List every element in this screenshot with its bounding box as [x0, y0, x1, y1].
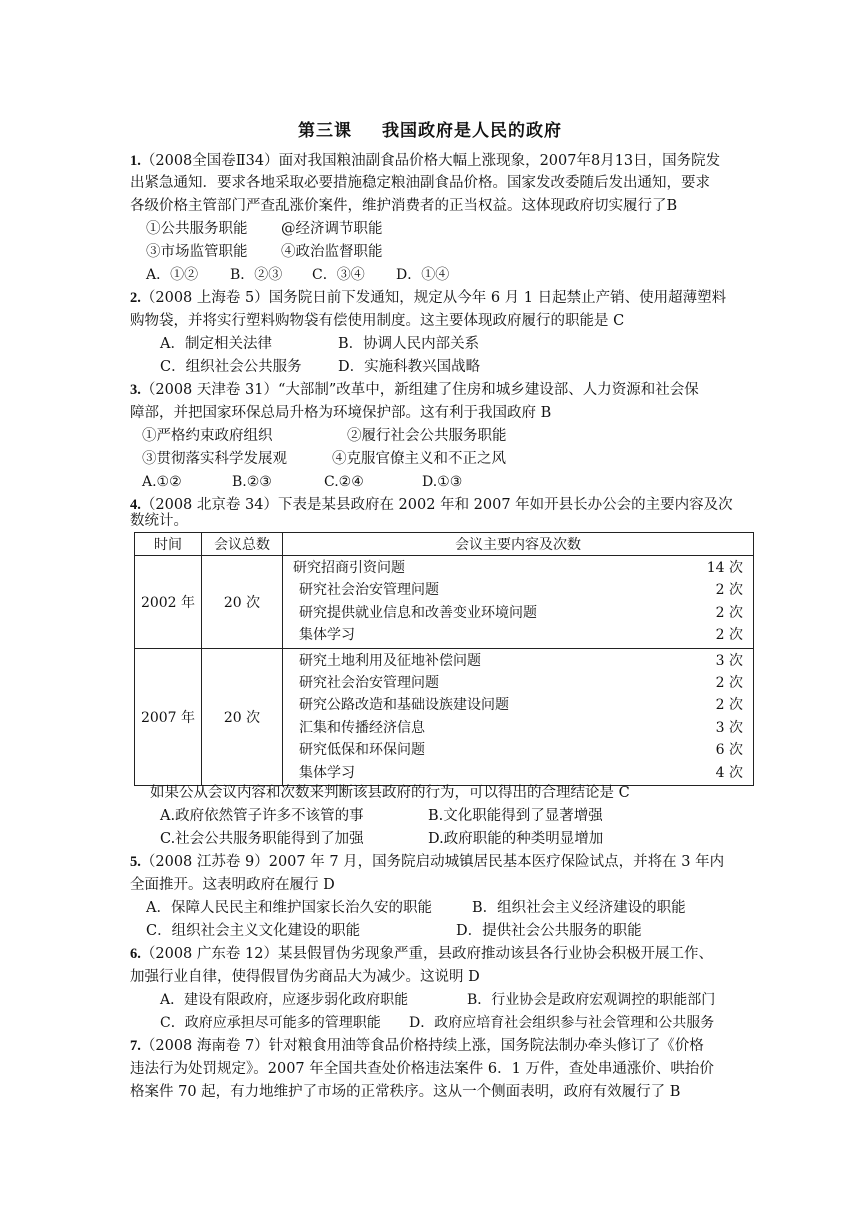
- q3-line2: 障部，并把国家环保总局升格为环境保护部。这有利于我国政府 B: [130, 405, 552, 421]
- list-item: 研究提供就业信息和改善变业环境问题 2 次: [299, 604, 743, 621]
- q6-options-row2: C．政府应承担尽可能多的管理职能 D．政府应培育社会组织参与社会管理和公共服务: [160, 1015, 715, 1031]
- q7-line1: 7.（2008 海南卷 7）针对粮食用油等食品价格持续上涨，国务院法制办牵头修订了《价格: [130, 1038, 704, 1054]
- q2-options-row1: A．制定相关法律 B．协调人民内部关系: [160, 336, 480, 352]
- table-cell-items: [283, 648, 754, 785]
- list-item: 研究土地利用及征地补偿问题 3 次: [299, 652, 743, 669]
- table-row: [135, 556, 754, 649]
- q6-line2: 加强行业自律，使得假冒伪劣商品大为减少。这说明 D: [130, 969, 480, 985]
- table-cell-total: 20 次: [202, 648, 283, 785]
- q6-number: 6.: [130, 946, 141, 962]
- q1-items-row1: ①公共服务职能 @经济调节职能: [146, 221, 383, 237]
- table-row: [135, 648, 754, 785]
- q3-items-row2: ③贯彻落实科学发展观 ④克服官僚主义和不正之风: [142, 451, 506, 467]
- list-item: 集体学习 4 次: [299, 764, 743, 781]
- q7-line2: 违法行为处罚规定》。2007 年全国共查处价格违法案件 6．1 万件，查处串通涨价、哄抬价: [130, 1061, 714, 1077]
- q6-line1: 6.（2008 广东卷 12）某县假冒伪劣现象严重，县政府推动该县各行业协会积极开展工作、: [130, 946, 713, 962]
- q1-options: A．①② B．②③ C．③④ D．①④: [146, 267, 450, 283]
- meeting-stats-table: [134, 532, 754, 786]
- q1-line2: 出紧急通知．要求各地采取必要措施稳定粮油副食品价格。国家发改委随后发出通知，要求: [130, 175, 710, 191]
- q3-number: 3.: [130, 382, 141, 398]
- table-header-row: [135, 533, 754, 556]
- q4-number: 4.: [130, 497, 141, 513]
- q4-line2: 数统计。: [130, 513, 188, 529]
- list-item: 集体学习 2 次: [299, 627, 743, 644]
- q5-line2: 全面推开。这表明政府在履行 D: [130, 877, 335, 893]
- q5-number: 5.: [130, 854, 141, 870]
- list-item: 研究社会治安管理问题 2 次: [299, 674, 743, 691]
- lesson-name: 我国政府是人民的政府: [382, 121, 562, 141]
- q7-number: 7.: [130, 1038, 141, 1054]
- q5-options-row1: A．保障人民民主和维护国家长治久安的职能 B．组织社会主义经济建设的职能: [146, 900, 686, 916]
- list-item: 研究招商引资问题 14 次: [293, 560, 743, 576]
- q3-items-row1: ①严格约束政府组织 ②履行社会公共服务职能: [142, 428, 507, 444]
- q1-items-row2: ③市场监管职能 ④政治监督职能: [146, 244, 383, 260]
- list-item: 研究低保和环保问题 6 次: [299, 742, 743, 759]
- q1-line1: 1.（2008全国卷Ⅱ34）面对我国粮油副食品价格大幅上涨现象，2007年8月13日，国务院发: [130, 153, 721, 169]
- list-item: 研究社会治安管理问题 2 次: [299, 582, 743, 599]
- table-header-total: 会议总数: [202, 533, 283, 556]
- table-header-content: 会议主要内容及次数: [283, 533, 754, 556]
- q2-options-row2: C．组织社会公共服务 D．实施科教兴国战略: [160, 359, 481, 375]
- table-cell-year: 2002 年: [135, 556, 202, 649]
- q2-line2: 购物袋，并将实行塑料购物袋有偿使用制度。这主要体现政府履行的职能是 C: [130, 313, 625, 329]
- q4-options-row1: A.政府依然管子许多不该管的事 B.文化职能得到了显著增强: [160, 808, 603, 824]
- table-cell-items: [283, 556, 754, 649]
- list-item: 研究公路改造和基础设族建设问题 2 次: [299, 697, 743, 714]
- q2-number: 2.: [130, 290, 141, 306]
- table-cell-year: 2007 年: [135, 648, 202, 785]
- q4-line1: 4.（2008 北京卷 34）下表是某县政府在 2002 年和 2007 年如开县长办公会的主要内容及次: [130, 497, 733, 513]
- lesson-number: 第三课: [298, 121, 352, 141]
- q4-question: 如果公从会议内容和次数来判断该县政府的行为，可以得出的合理结论是 C: [150, 785, 630, 801]
- q7-line3: 格案件 70 起，有力地维护了市场的正常秩序。这从一个侧面表明，政府有效履行了 B: [130, 1084, 681, 1100]
- q5-options-row2: C．组织社会主义文化建设的职能 D．提供社会公共服务的职能: [146, 923, 642, 939]
- table-header-time: 时间: [135, 533, 202, 556]
- q1-number: 1.: [130, 153, 141, 169]
- lesson-title: [0, 116, 860, 141]
- list-item: 汇集和传播经济信息 3 次: [299, 719, 743, 736]
- q3-line1: 3.（2008 天津卷 31）“大部制”改革中，新组建了住房和城乡建设部、人力资源和社会保: [130, 382, 699, 398]
- q1-line3: 各级价格主管部门严查乱涨价案件，维护消费者的正当权益。这体现政府切实履行了B: [130, 198, 678, 214]
- q2-line1: 2.（2008 上海卷 5）国务院日前下发通知，规定从今年 6 月 1 日起禁止产销、使用超薄塑料: [130, 290, 727, 306]
- q5-line1: 5.（2008 江苏卷 9）2007 年 7 月，国务院启动城镇居民基本医疗保险试点，并将在 3 年内: [130, 854, 725, 870]
- q4-options-row2: C.社会公共服务职能得到了加强 D.政府职能的种类明显增加: [160, 831, 604, 847]
- q3-options: A.①② B.②③ C.②④ D.①③: [142, 474, 463, 490]
- table-cell-total: 20 次: [202, 556, 283, 649]
- q6-options-row1: A．建设有限政府，应逐步弱化政府职能 B．行业协会是政府宏观调控的职能部门: [160, 992, 716, 1008]
